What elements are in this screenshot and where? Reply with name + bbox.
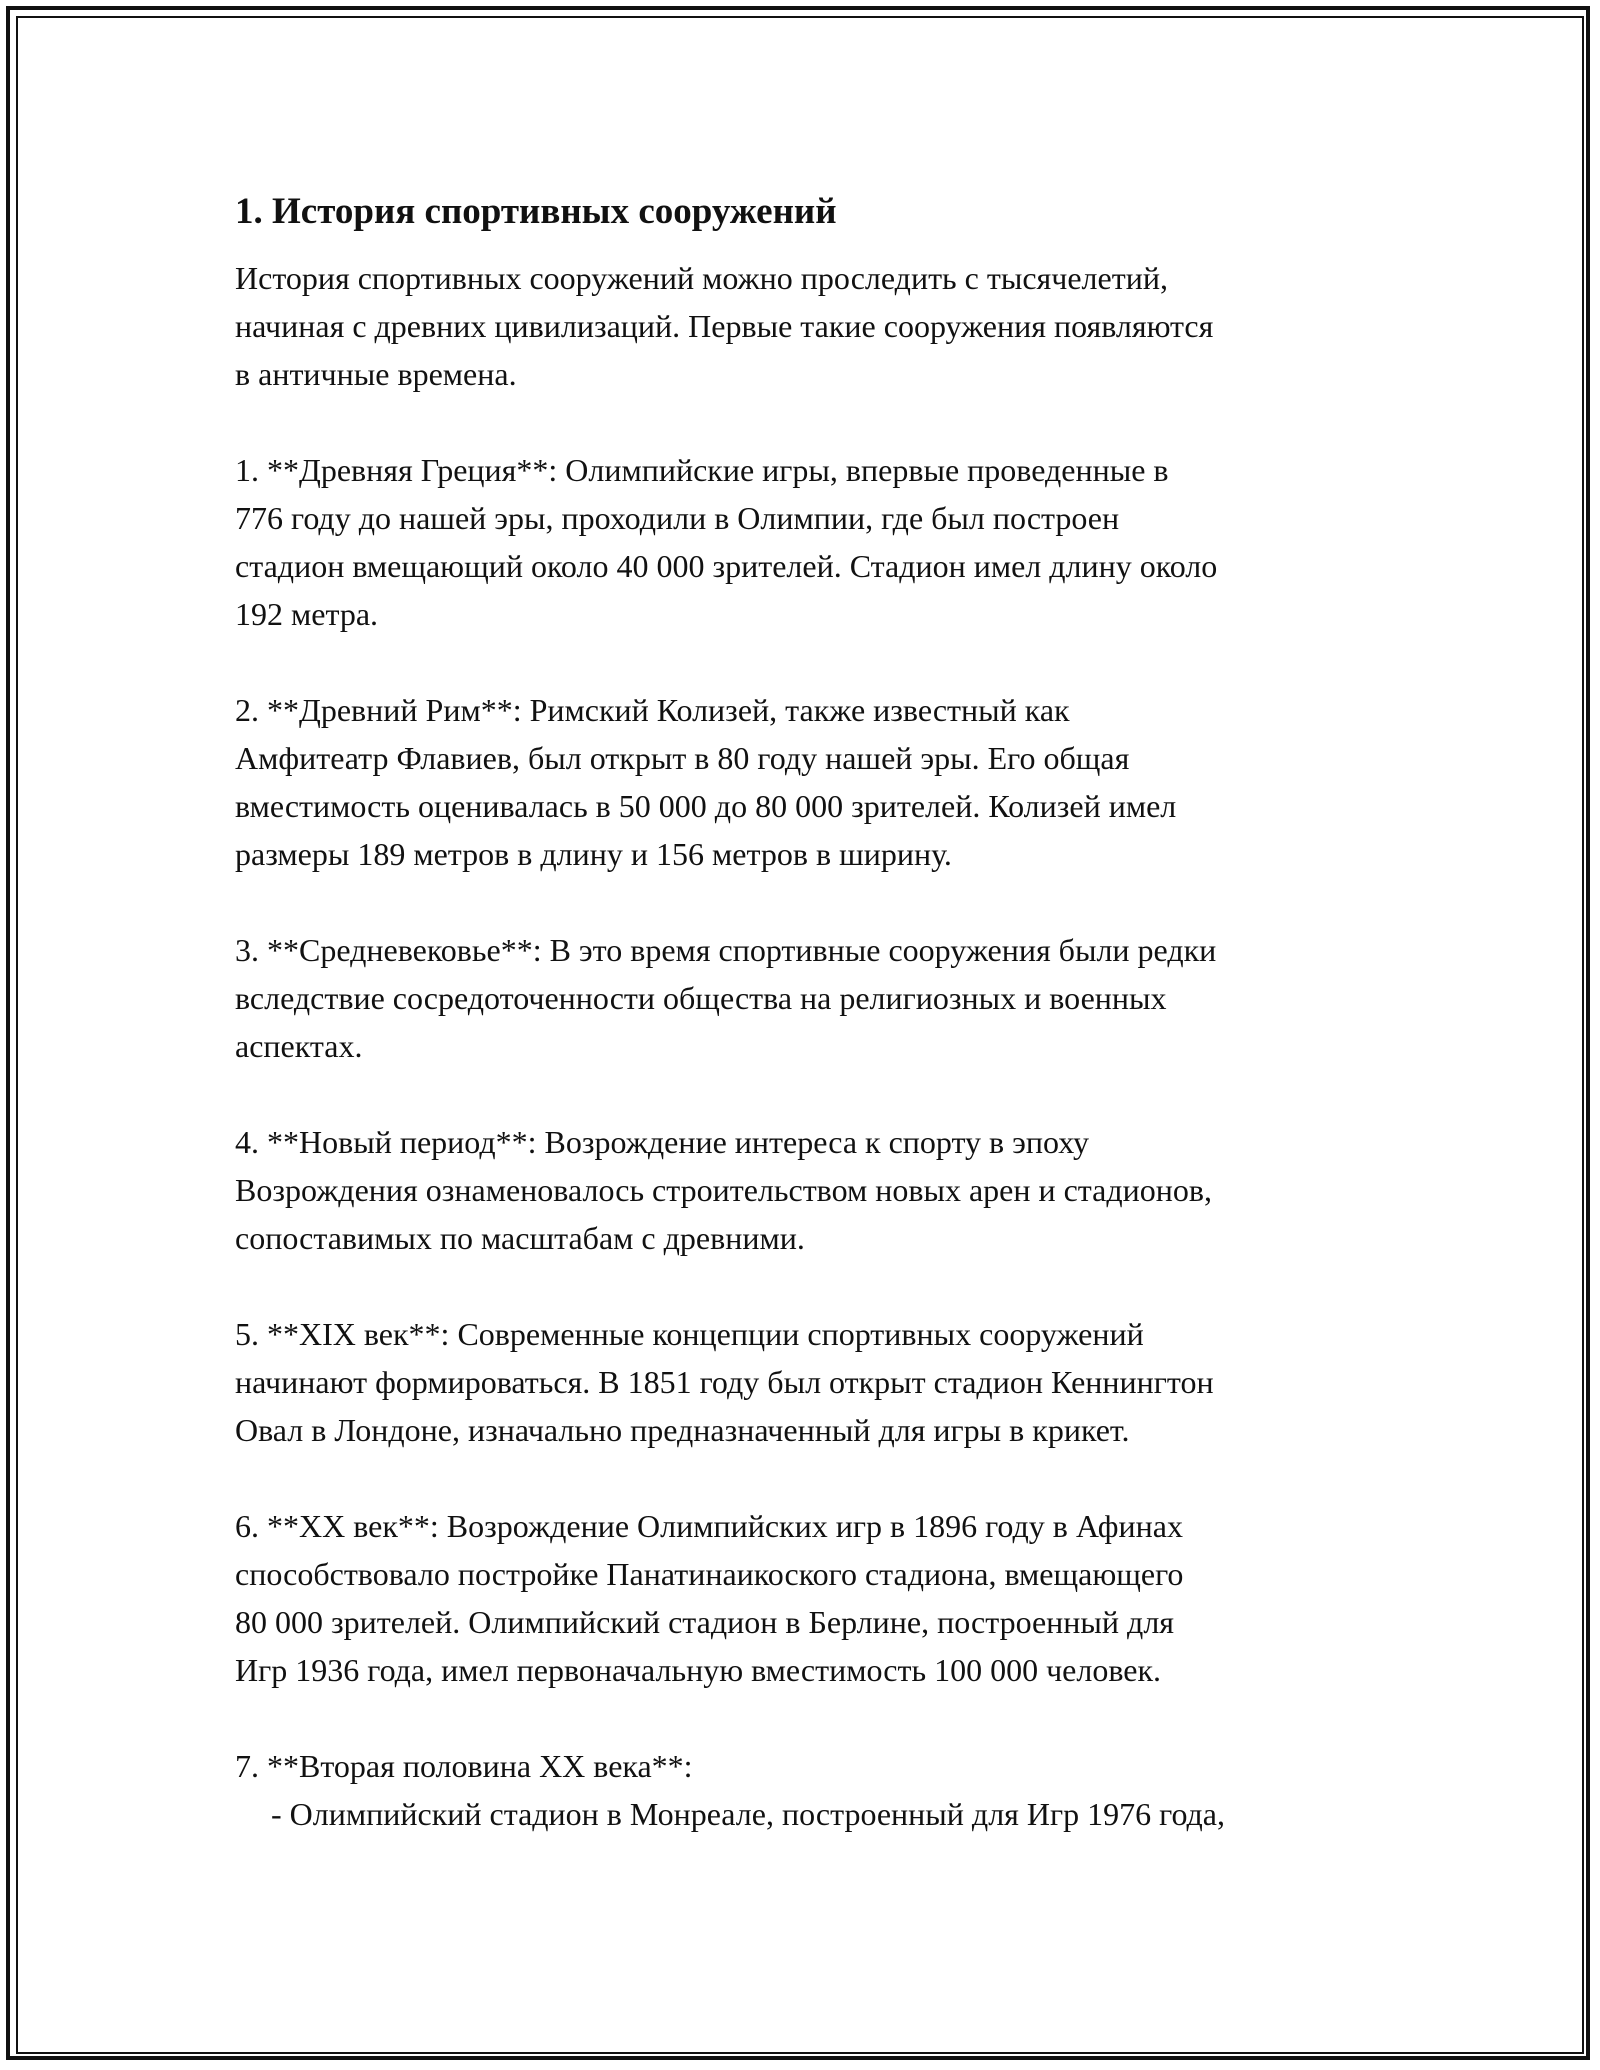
section-heading: 1. История спортивных сооружений — [235, 191, 837, 232]
intro-paragraph — [235, 254, 1395, 398]
text-line: 4. **Новый период**: Возрождение интереса к спорту в эпоху — [235, 1124, 1089, 1160]
text-line: 7. **Вторая половина XX века**: — [235, 1748, 693, 1784]
list-item-middle-ages — [235, 926, 1395, 1070]
text-line: 776 году до нашей эры, проходили в Олимпии, где был построен — [235, 500, 1120, 536]
text-line: Игр 1936 года, имел первоначальную вместимость 100 000 человек. — [235, 1652, 1161, 1688]
text-line: 5. **XIX век**: Современные концепции спортивных сооружений — [235, 1316, 1144, 1352]
text-line: сопоставимых по масштабам с древними. — [235, 1220, 805, 1256]
text-line: 2. **Древний Рим**: Римский Колизей, также известный как — [235, 692, 1070, 728]
text-line: Возрождения ознаменовалось строительством новых арен и стадионов, — [235, 1172, 1213, 1208]
list-item-20th-century — [235, 1502, 1395, 1694]
text-line: начиная с древних цивилизаций. Первые такие сооружения появляются — [235, 308, 1214, 344]
list-item-ancient-rome — [235, 686, 1395, 878]
text-line: аспектах. — [235, 1028, 363, 1064]
text-line: 80 000 зрителей. Олимпийский стадион в Берлине, построенный для — [235, 1604, 1175, 1640]
text-line: Амфитеатр Флавиев, был открыт в 80 году нашей эры. Его общая — [235, 740, 1130, 776]
list-item-ancient-greece — [235, 446, 1395, 638]
text-line: начинают формироваться. В 1851 году был открыт стадион Кеннингтон — [235, 1364, 1214, 1400]
list-item-new-period — [235, 1118, 1395, 1262]
text-line: 1. **Древняя Греция**: Олимпийские игры, впервые проведенные в — [235, 452, 1169, 488]
text-line: 3. **Средневековье**: В это время спортивные сооружения были редки — [235, 932, 1217, 968]
text-line: 6. **XX век**: Возрождение Олимпийских игр в 1896 году в Афинах — [235, 1508, 1183, 1544]
sub-list-item: - Олимпийский стадион в Монреале, построенный для Игр 1976 года, — [271, 1796, 1225, 1832]
list-item-second-half-20th-century — [235, 1742, 1395, 1838]
text-line: размеры 189 метров в длину и 156 метров в ширину. — [235, 836, 952, 872]
text-line: Овал в Лондоне, изначально предназначенный для игры в крикет. — [235, 1412, 1130, 1448]
list-item-19th-century — [235, 1310, 1395, 1454]
text-line: вместимость оценивалась в 50 000 до 80 000 зрителей. Колизей имел — [235, 788, 1177, 824]
text-line: в античные времена. — [235, 356, 517, 392]
document-body — [235, 188, 1395, 1886]
text-line: способствовало постройке Панатинаикоского стадиона, вмещающего — [235, 1556, 1184, 1592]
text-line: стадион вмещающий около 40 000 зрителей. Стадион имел длину около — [235, 548, 1218, 584]
text-line: вследствие сосредоточенности общества на религиозных и военных — [235, 980, 1167, 1016]
text-line: 192 метра. — [235, 596, 379, 632]
text-line: История спортивных сооружений можно проследить с тысячелетий, — [235, 260, 1168, 296]
